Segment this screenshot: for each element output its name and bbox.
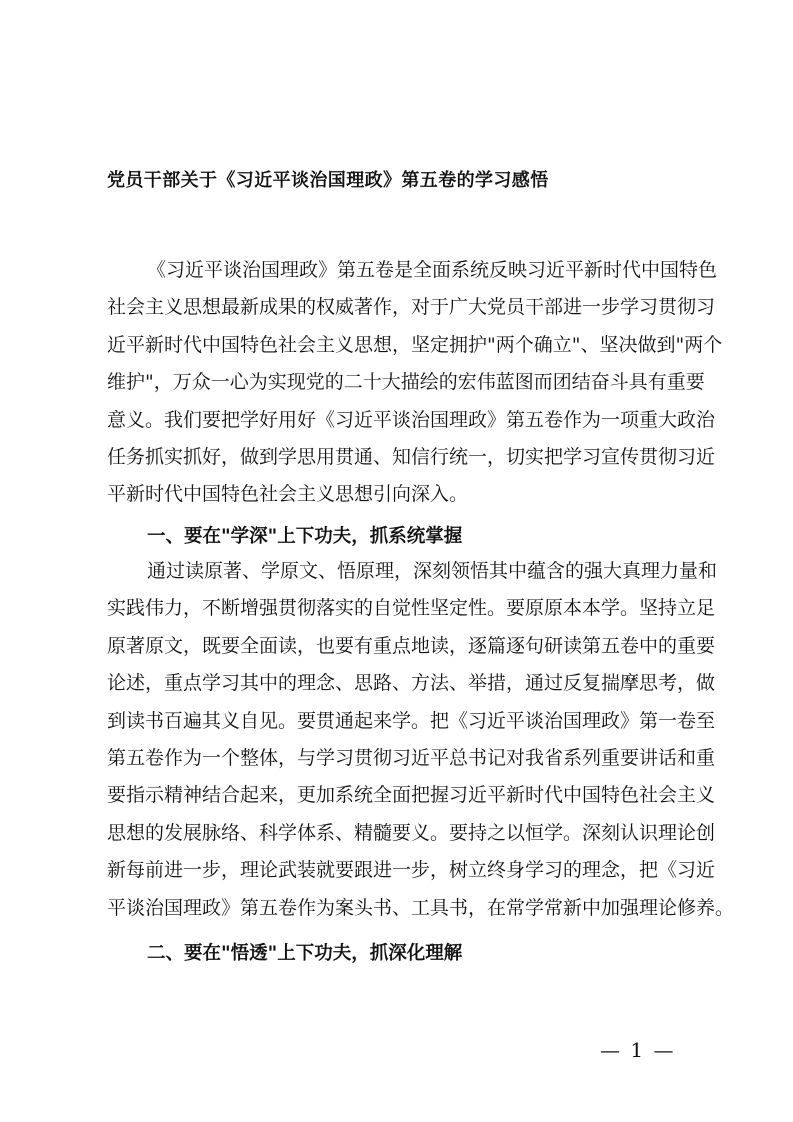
paragraph-line: 近平新时代中国特色社会主义思想，坚定拥护"两个确立"、坚决做到"两个: [107, 333, 723, 356]
paragraph-line: 维护"，万众一心为实现党的二十大描绘的宏伟蓝图而团结奋斗具有重要: [107, 371, 705, 394]
paragraph-line: 任务抓实抓好，做到学思用贯通、知信行统一，切实把学习宣传贯彻习近: [107, 445, 716, 468]
page-number: — 1 —: [600, 1038, 676, 1062]
paragraph-line: 《习近平谈治国理政》第五卷是全面系统反映习近平新时代中国特色: [147, 259, 718, 281]
paragraph-line: 第五卷作为一个整体，与学习贯彻习近平总书记对我省系列重要讲话和重: [107, 746, 716, 769]
document-title: 党员干部关于《习近平谈治国理政》第五卷的学习感悟: [107, 170, 549, 191]
paragraph-line: 平新时代中国特色社会主义思想引向深入。: [107, 483, 469, 506]
paragraph-line: 原著原文，既要全面读，也要有重点地读，逐篇逐句研读第五卷中的重要: [107, 634, 716, 657]
paragraph-line: 平谈治国理政》第五卷作为案头书、工具书，在常学常新中加强理论修养。: [107, 896, 735, 919]
paragraph-line: 到读书百遍其义自见。要贯通起来学。把《习近平谈治国理政》第一卷至: [107, 709, 716, 732]
paragraph-line: 思想的发展脉络、科学体系、精髓要义。要持之以恒学。深刻认识理论创: [107, 821, 716, 844]
section-1-heading: 一、要在"学深"上下功夫，抓系统掌握: [147, 526, 463, 547]
section-2-heading: 二、要在"悟透"上下功夫，抓深化理解: [147, 943, 463, 964]
paragraph-line: 新每前进一步，理论武装就要跟进一步，树立终身学习的理念，把《习近: [107, 859, 716, 882]
intro-paragraph: [107, 252, 723, 514]
paragraph-line: 社会主义思想最新成果的权威著作，对于广大党员干部进一步学习贯彻习: [107, 296, 716, 319]
paragraph-line: 意义。我们要把学好用好《习近平谈治国理政》第五卷作为一项重大政治: [107, 408, 716, 431]
paragraph-line: 论述，重点学习其中的理念、思路、方法、举措，通过反复揣摩思考，做: [107, 672, 716, 695]
section-1-paragraph: [107, 553, 735, 927]
paragraph-line: 实践伟力，不断增强贯彻落实的自觉性坚定性。要原原本本学。坚持立足: [107, 597, 716, 620]
paragraph-line: 通过读原著、学原文、悟原理，深刻领悟其中蕴含的强大真理力量和: [147, 560, 718, 582]
paragraph-line: 要指示精神结合起来，更加系统全面把握习近平新时代中国特色社会主义: [107, 784, 716, 807]
